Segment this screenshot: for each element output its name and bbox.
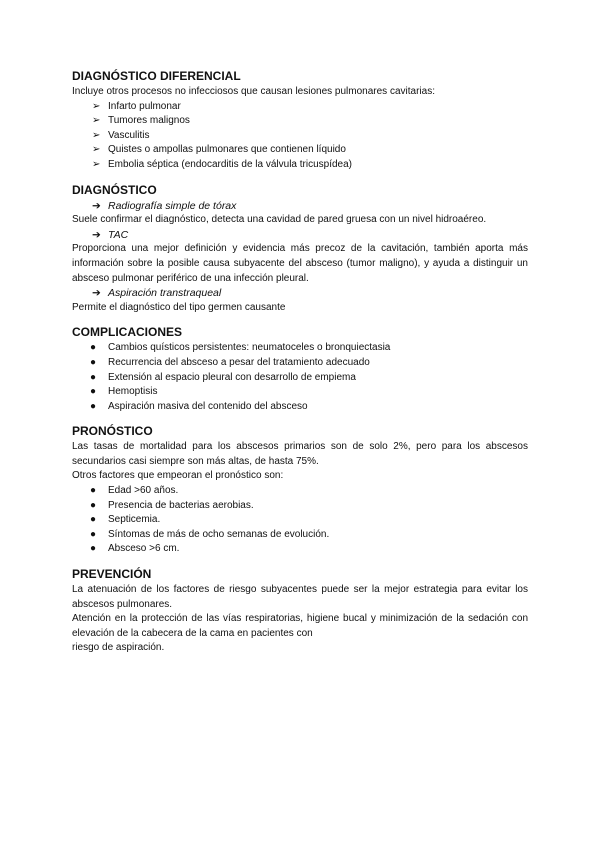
section-pronostico — [72, 423, 528, 557]
list-item: ● Recurrencia del absceso a pesar del tratamiento adecuado — [72, 356, 528, 371]
right-arrow-icon: ➔ — [92, 228, 101, 241]
bullet-icon: ● — [90, 499, 97, 511]
list-item: ● Edad >60 años. — [72, 484, 528, 499]
list-item: ➢ Infarto pulmonar — [72, 100, 528, 115]
section-title: DIAGNÓSTICO DIFERENCIAL — [72, 69, 241, 83]
list-item: ● Absceso >6 cm. — [72, 542, 528, 557]
paragraph: Suele confirmar el diagnóstico, detecta una cavidad de pared gruesa con un nivel hidroaéreo. — [72, 214, 487, 226]
subheading: ➔ Radiografía simple de tórax — [92, 199, 237, 212]
paragraph: Permite el diagnóstico del tipo germen causante — [72, 301, 286, 313]
bullet-icon: ● — [90, 356, 97, 368]
arrow-bullet-icon: ➢ — [92, 100, 101, 112]
paragraph: Proporciona una mejor definición y evidencia más precoz de la cavitación, también aporta más información sobre la posible causa subyacente del absceso (tumor maligno), y ayuda a distinguir un absceso pulmonar periférico de una infección pleural. — [72, 243, 528, 284]
list-item: ● Hemoptisis — [72, 385, 528, 400]
bullet-icon: ● — [90, 485, 97, 497]
paragraph: Las tasas de mortalidad para los abscesos primarios son de solo 2%, pero para los abscesos secundarios casi siempre son más altas, de hasta 75%. — [72, 441, 528, 467]
section-diagnostico-diferencial — [72, 68, 528, 173]
section-diagnostico — [72, 182, 528, 316]
arrow-bullet-icon: ➢ — [92, 129, 101, 141]
bullet-icon: ● — [90, 543, 97, 555]
section-title: PREVENCIÓN — [72, 567, 152, 582]
bullet-icon: ● — [90, 400, 97, 412]
section-complicaciones — [72, 324, 528, 414]
bullet-icon: ● — [90, 371, 97, 383]
paragraph: La atenuación de los factores de riesgo subyacentes puede ser la mejor estrategia para evitar los abscesos pulmonares. — [72, 584, 528, 610]
list-item: ● Presencia de bacterias aerobias. — [72, 499, 528, 514]
paragraph: Otros factores que empeoran el pronóstico son: — [72, 470, 284, 482]
section-prevencion — [72, 566, 528, 656]
list-item: ➢ Embolia séptica (endocarditis de la válvula tricuspídea) — [72, 158, 528, 173]
list-item: ➢ Tumores malignos — [72, 114, 528, 129]
bullet-icon: ● — [90, 386, 97, 398]
subheading: ➔ Aspiración transtraqueal — [92, 287, 222, 300]
list-item: ● Cambios quísticos persistentes: neumatoceles o bronquiectasia — [72, 341, 528, 356]
bullet-list — [72, 484, 528, 557]
bullet-icon: ● — [90, 514, 97, 526]
arrow-bullet-icon: ➢ — [92, 158, 101, 170]
arrow-bullet-icon: ➢ — [92, 144, 101, 156]
list-item: ● Extensión al espacio pleural con desarrollo de empiema — [72, 371, 528, 386]
right-arrow-icon: ➔ — [92, 287, 101, 300]
bullet-list — [72, 341, 528, 414]
bullet-icon: ● — [90, 342, 97, 354]
paragraph: Incluye otros procesos no infecciosos que causan lesiones pulmonares cavitarias: — [72, 86, 435, 97]
list-item: ➢ Vasculitis — [72, 129, 528, 144]
arrow-bullet-icon: ➢ — [92, 115, 101, 127]
bullet-icon: ● — [90, 528, 97, 540]
paragraph: Atención en la protección de las vías respiratorias, higiene bucal y minimización de la sedación con elevación de la cabecera de la cama en pacientes con — [72, 613, 528, 639]
paragraph: riesgo de aspiración. — [72, 642, 165, 654]
section-title: PRONÓSTICO — [72, 424, 153, 439]
section-title: COMPLICACIONES — [72, 325, 183, 340]
list-item: ➢ Quistes o ampollas pulmonares que contienen líquido — [72, 143, 528, 158]
subheading: ➔ TAC — [92, 228, 129, 241]
list-item: ● Síntomas de más de ocho semanas de evolución. — [72, 528, 528, 543]
section-title: DIAGNÓSTICO — [72, 182, 157, 197]
arrow-list — [72, 100, 528, 173]
list-item: ● Septicemia. — [72, 513, 528, 528]
list-item: ● Aspiración masiva del contenido del absceso — [72, 400, 528, 415]
right-arrow-icon: ➔ — [92, 199, 101, 212]
